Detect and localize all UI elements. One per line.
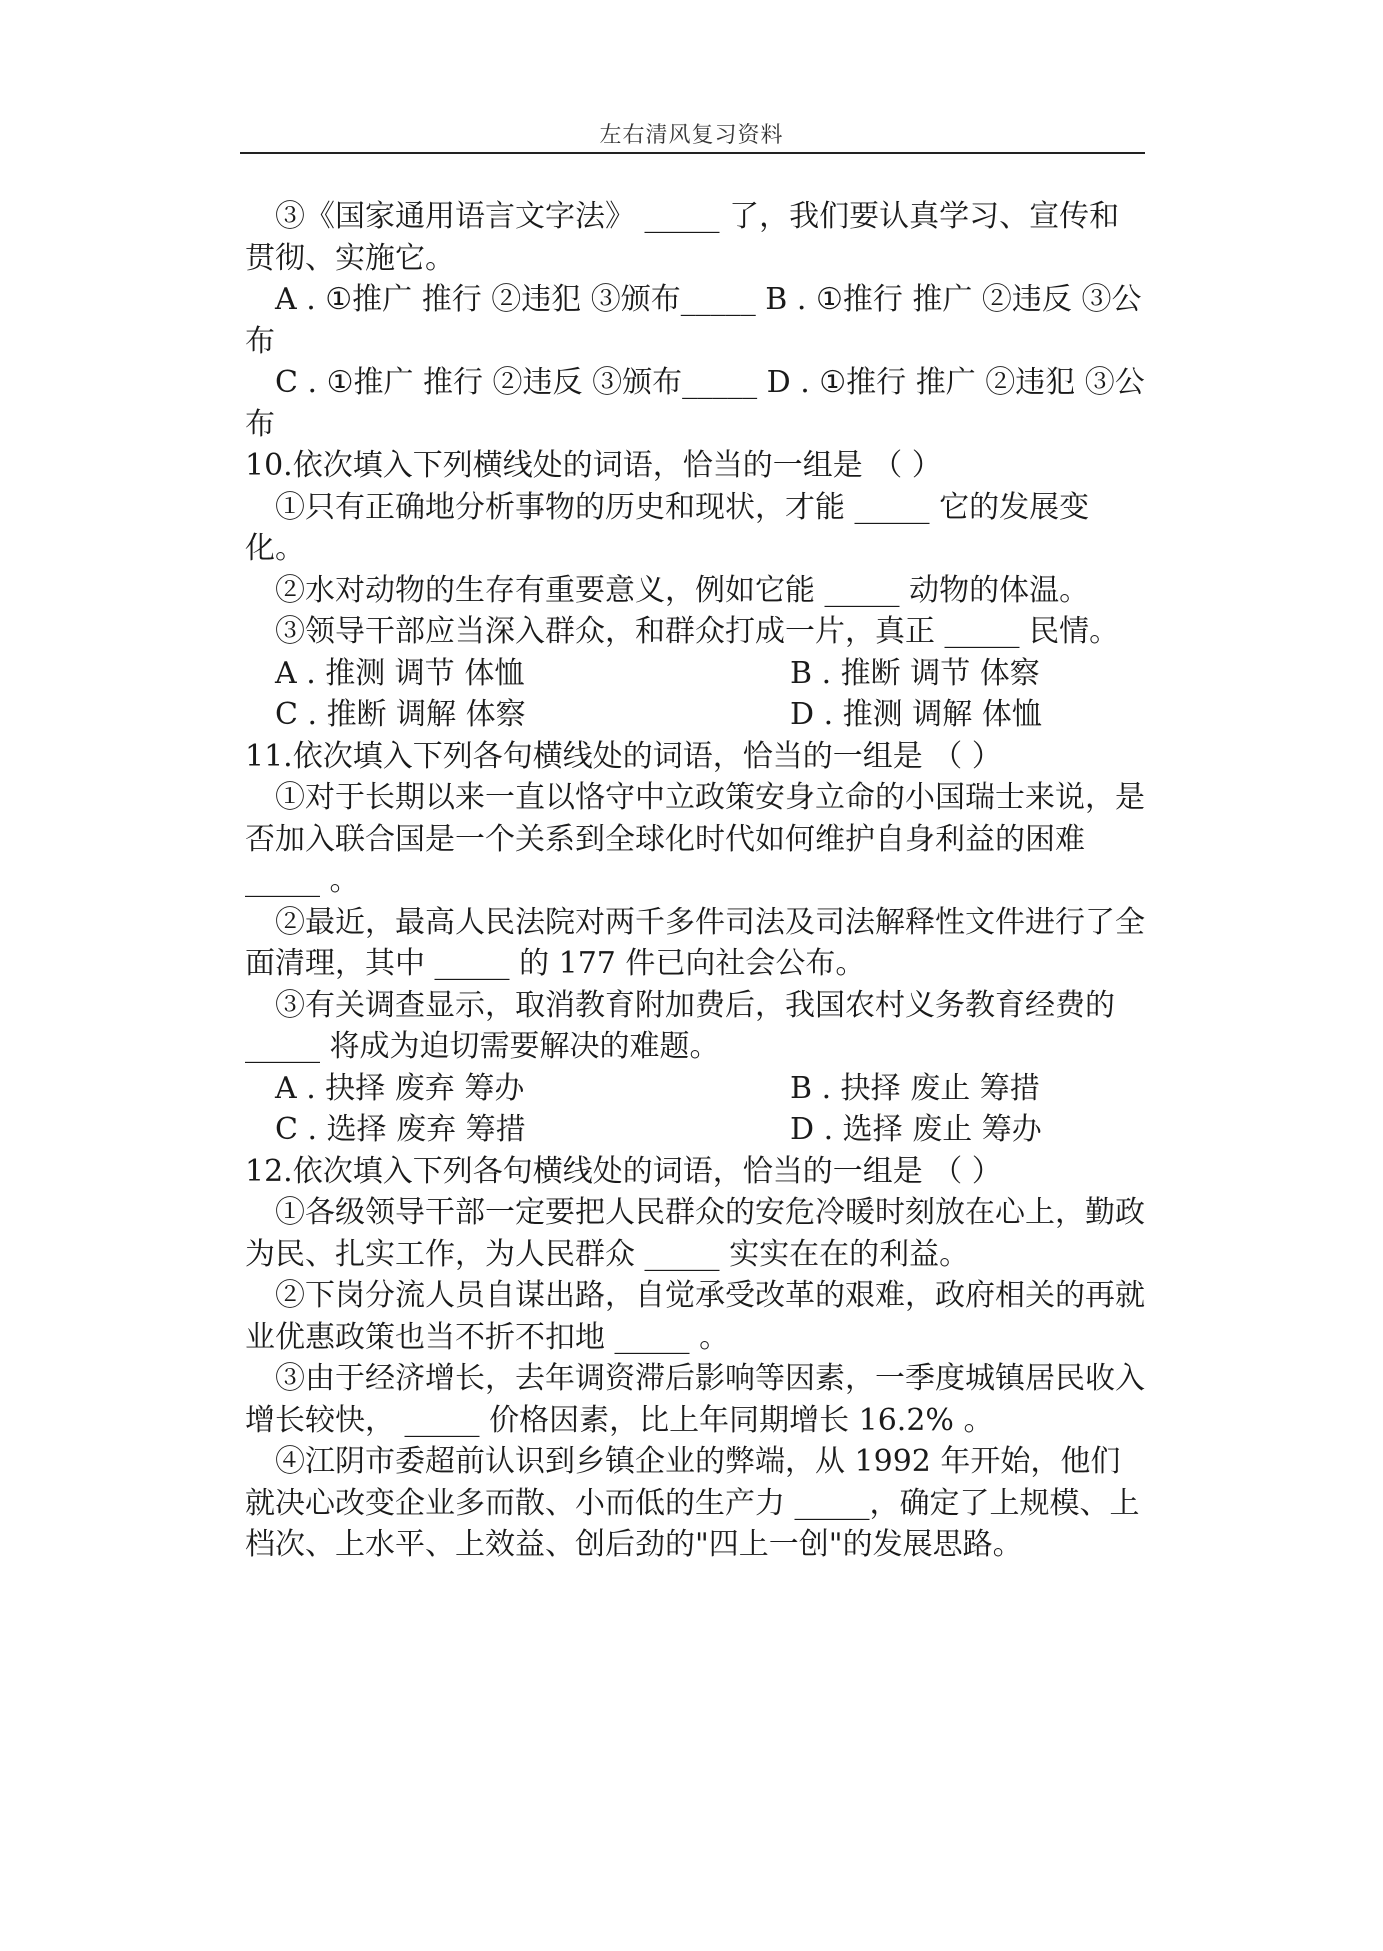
q12-item-3: ③由于经济增长，去年调资滞后影响等因素，一季度城镇居民收入增长较快， _____ 价格因素，比上年同期增长 16.2% 。 — [245, 1361, 1145, 1438]
q11-item-2: ②最近，最高人民法院对两千多件司法及司法解释性文件进行了全面清理，其中 _____ 的 177 件已向社会公布。 — [245, 904, 1145, 981]
q10-option-d: D . 推测 调解 体恤 — [790, 697, 1042, 732]
page-header-title: 左右清风复习资料 — [599, 123, 784, 148]
q10-option-a: A . 推测 调节 体恤 — [275, 655, 525, 691]
q11-options-row-2 — [245, 1109, 1145, 1151]
q10-stem: 10.依次填入下列横线处的词语，恰当的一组是 （ ） — [245, 448, 942, 483]
q11-stem: 11.依次填入下列各句横线处的词语，恰当的一组是 （ ） — [245, 738, 1002, 774]
q9-option-a-b: A . ①推广 推行 ②违犯 ③颁布_____ B . ①推行 推广 ②违反 ③公布 — [245, 282, 1142, 359]
q11-item-3: ③有关调查显示，取消教育附加费后，我国农村义务教育经费的 _____ 将成为迫切需要解决的难题。 — [245, 987, 1115, 1064]
q9-item-3: ③《国家通用语言文字法》 _____ 了，我们要认真学习、宣传和贯彻、实施它。 — [245, 199, 1120, 276]
q10-options-row-1 — [245, 653, 1145, 695]
q12-item-1: ①各级领导干部一定要把人民群众的安危冷暖时刻放在心上，勤政为民、扎实工作，为人民群众 _____ 实实在在的利益。 — [245, 1195, 1145, 1272]
q11-option-b: B . 抉择 废止 筹措 — [790, 1070, 1040, 1106]
q9-option-c-d: C . ①推广 推行 ②违反 ③颁布_____ D . ①推行 推广 ②违犯 ③公布 — [245, 365, 1145, 442]
q12-item-2: ②下岗分流人员自谋出路，自觉承受改革的艰难，政府相关的再就业优惠政策也当不折不扣地 _____ 。 — [245, 1278, 1145, 1355]
document-body — [245, 196, 1145, 1566]
q12-item-4: ④江阴市委超前认识到乡镇企业的弊端，从 1992 年开始，他们就决心改变企业多而散、小而低的生产力 _____，确定了上规模、上档次、上水平、上效益、创后劲的"四上一创"的发展思路。 — [245, 1444, 1140, 1562]
q12-stem: 12.依次填入下列各句横线处的词语，恰当的一组是 （ ） — [245, 1153, 1002, 1189]
q10-item-2: ②水对动物的生存有重要意义，例如它能 _____ 动物的体温。 — [275, 572, 1090, 608]
q10-option-b: B . 推断 调节 体察 — [790, 655, 1040, 691]
q11-option-c: C . 选择 废弃 筹措 — [275, 1112, 526, 1147]
q11-option-a: A . 抉择 废弃 筹办 — [275, 1070, 525, 1106]
q11-options-row-1 — [245, 1068, 1145, 1110]
q10-option-c: C . 推断 调解 体察 — [275, 697, 526, 732]
header-divider — [240, 152, 1145, 154]
q11-option-d: D . 选择 废止 筹办 — [790, 1112, 1042, 1147]
q10-options-row-2 — [245, 694, 1145, 736]
q11-item-1: ①对于长期以来一直以恪守中立政策安身立命的小国瑞士来说，是否加入联合国是一个关系到全球化时代如何维护自身利益的困难 _____ 。 — [245, 780, 1145, 898]
q10-item-1: ①只有正确地分析事物的历史和现状，才能 _____ 它的发展变化。 — [245, 489, 1090, 566]
q10-item-3: ③领导干部应当深入群众，和群众打成一片，真正 _____ 民情。 — [275, 614, 1120, 649]
